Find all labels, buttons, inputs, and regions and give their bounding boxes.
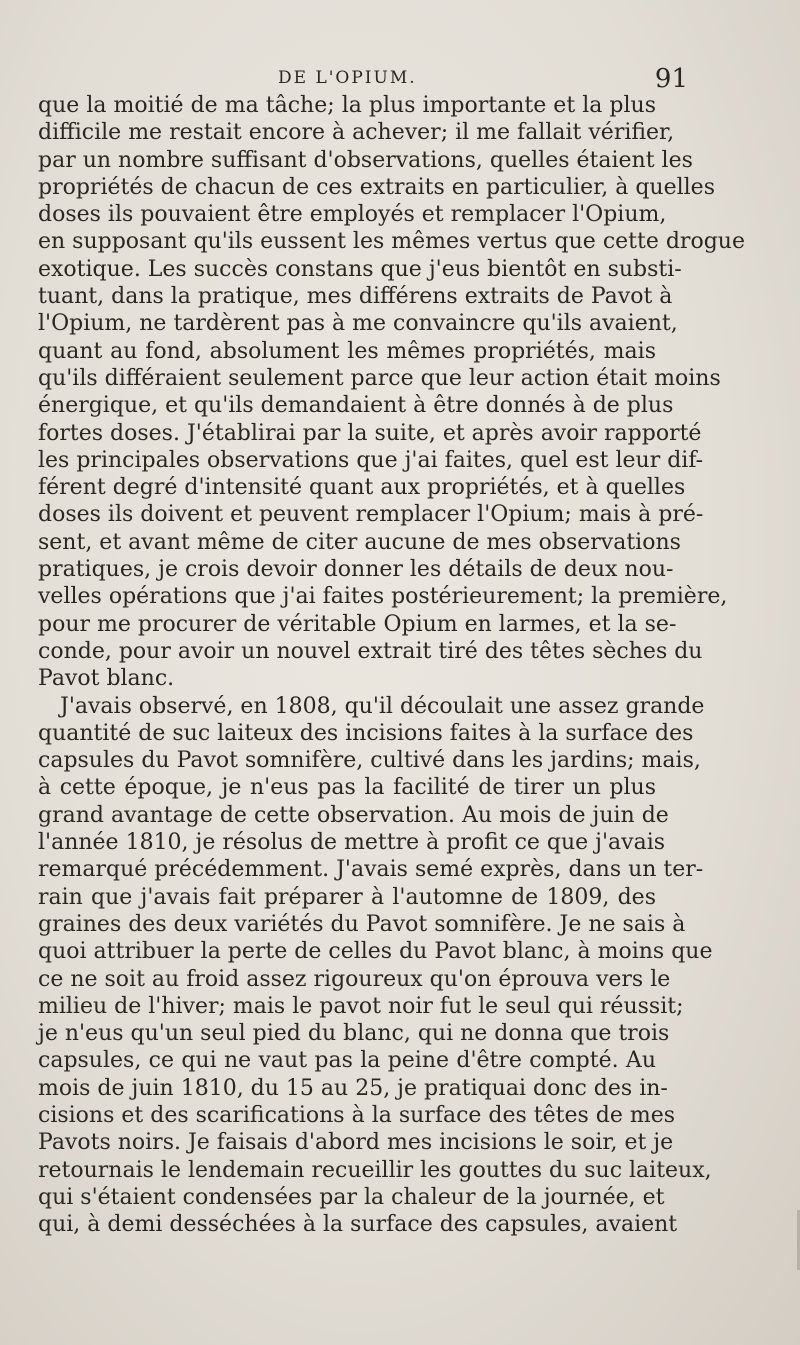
text-line: propriétés de chacun de ces extraits en particulier, à quelles — [38, 174, 715, 200]
text-line: ce ne soit au froid assez rigoureux qu'on éprouva vers le — [38, 966, 671, 992]
text-line: Pavot blanc. — [38, 666, 175, 692]
text-line: tuant, dans la pratique, mes différens extraits de Pavot à — [38, 284, 673, 310]
body-text — [38, 92, 745, 1238]
text-line: pratiques, je crois devoir donner les détails de deux nou- — [38, 557, 674, 583]
text-line: je n'eus qu'un seul pied du blanc, qui ne donna que trois — [38, 1021, 670, 1047]
text-line: qui, à demi desséchées à la surface des capsules, avaient — [38, 1212, 678, 1238]
text-line: quoi attribuer la perte de celles du Pavot blanc, à moins que — [38, 939, 713, 965]
text-line: grand avantage de cette observation. Au mois de juin de — [38, 802, 669, 828]
text-line: pour me procurer de véritable Opium en larmes, et la se- — [38, 611, 677, 637]
text-line: l'Opium, ne tardèrent pas à me convaincre qu'ils avaient, — [38, 311, 678, 337]
text-line: retournais le lendemain recueillir les gouttes du suc laiteux, — [38, 1157, 712, 1183]
text-line: que la moitié de ma tâche; la plus importante et la plus — [38, 93, 656, 118]
running-head: DE L'OPIUM. — [278, 68, 417, 88]
text-line: les principales observations que j'ai faites, quel est leur dif- — [38, 447, 704, 473]
text-line: velles opérations que j'ai faites postérieurement; la première, — [38, 584, 728, 610]
text-line: capsules, ce qui ne vaut pas la peine d'être compté. Au — [38, 1048, 656, 1074]
text-line: fortes doses. J'établirai par la suite, et après avoir rapporté — [38, 420, 702, 446]
text-line: cisions et des scarifications à la surface des têtes de mes — [38, 1102, 676, 1128]
text-line: doses ils pouvaient être employés et remplacer l'Opium, — [38, 202, 667, 228]
text-line: férent degré d'intensité quant aux propriétés, et à quelles — [38, 475, 686, 501]
text-line: milieu de l'hiver; mais le pavot noir fut le seul qui réussit; — [38, 993, 684, 1019]
text-line: quantité de suc laiteux des incisions faites à la surface des — [38, 720, 694, 746]
text-line: à cette époque, je n'eus pas la facilité de tirer un plus — [38, 775, 656, 801]
text-line: difficile me restait encore à achever; il me fallait vérifier, — [38, 120, 675, 146]
text-line: par un nombre suffisant d'observations, quelles étaient les — [38, 147, 693, 173]
text-line: énergique, et qu'ils demandaient à être donnés à de plus — [38, 393, 674, 419]
text-line: capsules du Pavot somnifère, cultivé dans les jardins; mais, — [38, 748, 701, 774]
text-line: quant au fond, absolument les mêmes propriétés, mais — [38, 338, 656, 364]
text-line: doses ils doivent et peuvent remplacer l'Opium; mais à pré- — [38, 502, 704, 528]
text-line: sent, et avant même de citer aucune de mes observations — [38, 529, 681, 555]
text-line: qu'ils différaient seulement parce que leur action était moins — [38, 365, 721, 391]
text-line: remarqué précédemment. J'avais semé exprès, dans un ter- — [38, 857, 704, 883]
text-line: mois de juin 1810, du 15 au 25, je pratiquai donc des in- — [38, 1075, 668, 1101]
text-line: exotique. Les succès constans que j'eus bientôt en substi- — [38, 256, 682, 282]
text-line: Pavots noirs. Je faisais d'abord mes incisions le soir, et je — [38, 1130, 674, 1156]
text-line: qui s'étaient condensées par la chaleur de la journée, et — [38, 1184, 665, 1210]
text-line: conde, pour avoir un nouvel extrait tiré des têtes sèches du — [38, 638, 703, 664]
text-line: graines des deux variétés du Pavot somnifère. Je ne sais à — [38, 911, 686, 937]
text-line: J'avais observé, en 1808, qu'il découlait une assez grande — [60, 693, 705, 719]
text-line: en supposant qu'ils eussent les mêmes vertus que cette drogue — [38, 229, 745, 255]
page-number: 91 — [654, 64, 688, 94]
text-line: l'année 1810, je résolus de mettre à profit ce que j'avais — [38, 830, 666, 856]
text-line: rain que j'avais fait préparer à l'automne de 1809, des — [38, 884, 656, 910]
